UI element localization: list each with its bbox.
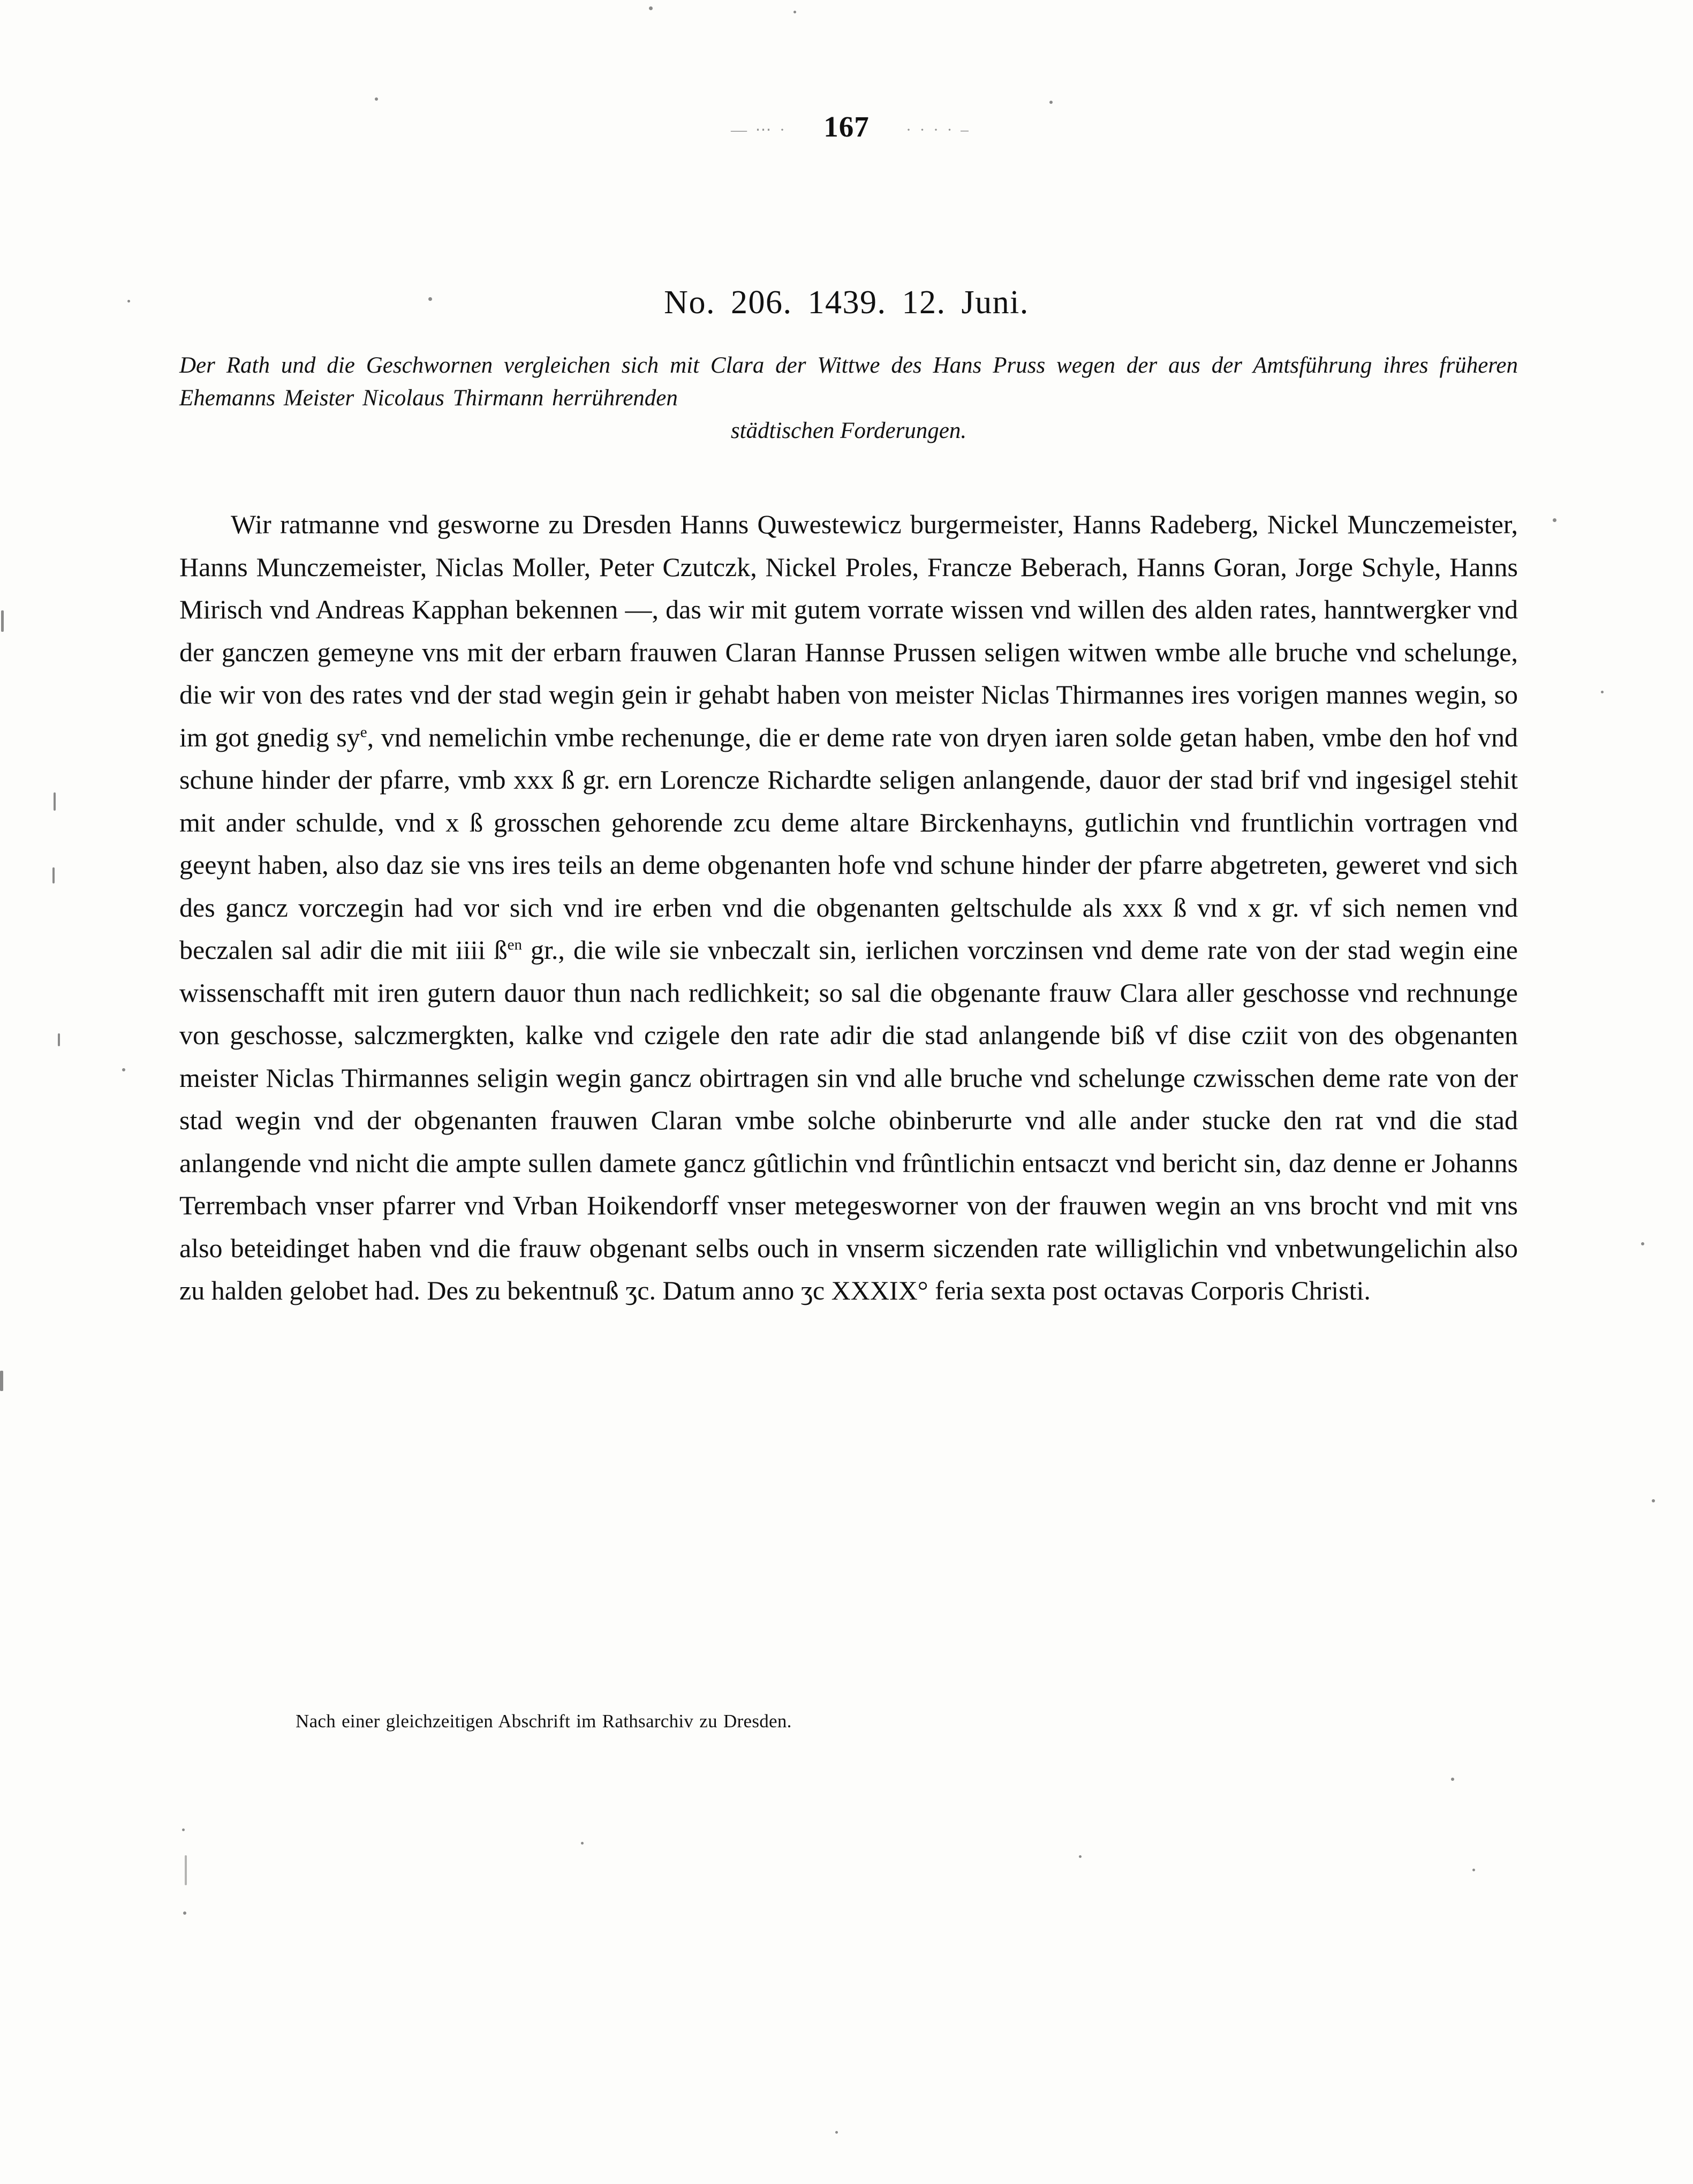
running-head [0, 110, 1693, 143]
scan-speck [0, 1371, 3, 1391]
superscript-e: e [360, 723, 367, 740]
scan-speck [127, 300, 130, 303]
scan-speck [183, 1911, 186, 1915]
scan-speck [185, 1855, 187, 1885]
regest-line-1: Der Rath und die Geschwornen vergleichen sich mit Clara der Wittwe des Hans Pruss wegen [179, 353, 1115, 378]
source-note: Nach einer gleichzeitigen Abschrift im Rathsarchiv zu Dresden. [296, 1711, 792, 1732]
scan-speck [649, 6, 653, 10]
scan-speck [581, 1842, 584, 1845]
charter-body [179, 503, 1518, 1312]
scan-speck [1079, 1855, 1082, 1858]
scan-speck [1652, 1499, 1655, 1502]
body-part-2: , vnd nemelichin vmbe rechenunge, die er deme rate von dryen iaren solde getan haben, vmbe den hof vnd schune hinder der pfarre, vmb xxx ß gr. ern Lorencze Richardte seligen anlangende, dauor der stad brif vnd ingesigel stehit mit ander schulde, vnd x ß grosschen gehorende zcu deme altare Birckenhayns, gutlichin vnd fruntlichin vortragen vnd geeynt haben, also daz sie vns ires teils an deme obgenanten hofe vnd schune hinder der pfarre abgetreten, geweret vnd sich des gancz vorczegin had vor sich vnd ire erben vnd die obgenanten geltschulde als xxx ß vnd x gr. vf sich nemen vnd beczalen sal adir die mit iiii ß [179, 722, 1518, 965]
scan-speck [122, 1068, 125, 1071]
scan-speck [58, 1033, 60, 1046]
scan-speck [1, 610, 4, 632]
page-number: 167 [823, 110, 870, 143]
document-title: No. 206. 1439. 12. Juni. [664, 284, 1029, 321]
scan-speck [182, 1828, 185, 1831]
scan-speck [835, 2131, 838, 2134]
superscript-en: en [507, 936, 522, 954]
regest-line-2: der aus der Amtsführung ihres früheren Ehemanns Meister Nicolaus Thirmann herrührenden [179, 353, 1518, 411]
folio-rule-right: · · · · ⎯ [906, 120, 971, 139]
scan-speck [793, 11, 796, 13]
regest-summary [179, 349, 1518, 447]
body-part-3: gr., die wile sie vnbeczalt sin, ierlichen vorczinsen vnd deme rate von der stad wegin eine wissenschafft mit iren gutern dauor thun nach redlichkeit; so sal die obgenante frauw Clara aller geschosse vnd rechnunge von geschosse, salczmergkten, kalke vnd czigele den rate adir die stad anlangende biß vf dise cziit von des obgenanten meister Niclas Thirmannes seligin wegin gancz obirtragen sin vnd alle bruche vnd schelunge czwisschen deme rate von der stad wegin vnd der obgenanten frauwen Claran vmbe solche obinberurte vnd alle ander stucke den rat vnd die stad anlangende vnd nicht die ampte sullen damete gancz gûtlichin vnd frûntlichin entsaczt vnd bericht sin, daz denne er Johanns Terrembach vnser pfarrer vnd Vrban Hoikendorff vnser metegesworner von der frauwen wegin an vns brocht vnd mit vns also beteidinget haben vnd die frauw obgenant selbs ouch in vnserm siczenden rate williglichin vnd vnbetwungelichin also zu halden gelobet had. Des zu bekentnuß ʒc. Datum anno ʒc XXXIX° feria sexta post octavas Corporis Christi. [179, 935, 1518, 1305]
scan-speck [375, 97, 378, 101]
scan-speck [1641, 1242, 1644, 1245]
scan-speck [1553, 518, 1556, 522]
body-part-1: Wir ratmanne vnd gesworne zu Dresden Hanns Quwestewicz burgermeister, Hanns Radeberg, Nickel Munczemeister, Hanns Munczemeister, Niclas Moller, Peter Czutczk, Nickel Proles, Francze Beberach, Hanns Goran, Jorge Schyle, Hanns Mirisch vnd Andreas Kapphan bekennen —, das wir mit gutem vorrate wissen vnd willen des alden rates, hanntwergker vnd der ganczen gemeyne vns mit der erbarn frauwen Claran Hannse Prussen seligen witwen wmbe alle bruche vnd schelunge, die wir von des rates vnd der stad wegin gein ir gehabt haben von meister Niclas Thirmannes ires vorigen mannes wegin, so im got gnedig sy [179, 509, 1518, 752]
regest-line-3: städtischen Forderungen. [730, 418, 967, 444]
scan-speck [428, 297, 432, 301]
scan-speck [1472, 1869, 1475, 1871]
folio-rule-left: — ⋯ · [731, 121, 787, 139]
scan-speck [1601, 691, 1604, 693]
scan-speck [1451, 1778, 1454, 1781]
scan-speck [54, 792, 56, 811]
scan-speck [1049, 101, 1053, 104]
scan-speck [52, 867, 55, 883]
